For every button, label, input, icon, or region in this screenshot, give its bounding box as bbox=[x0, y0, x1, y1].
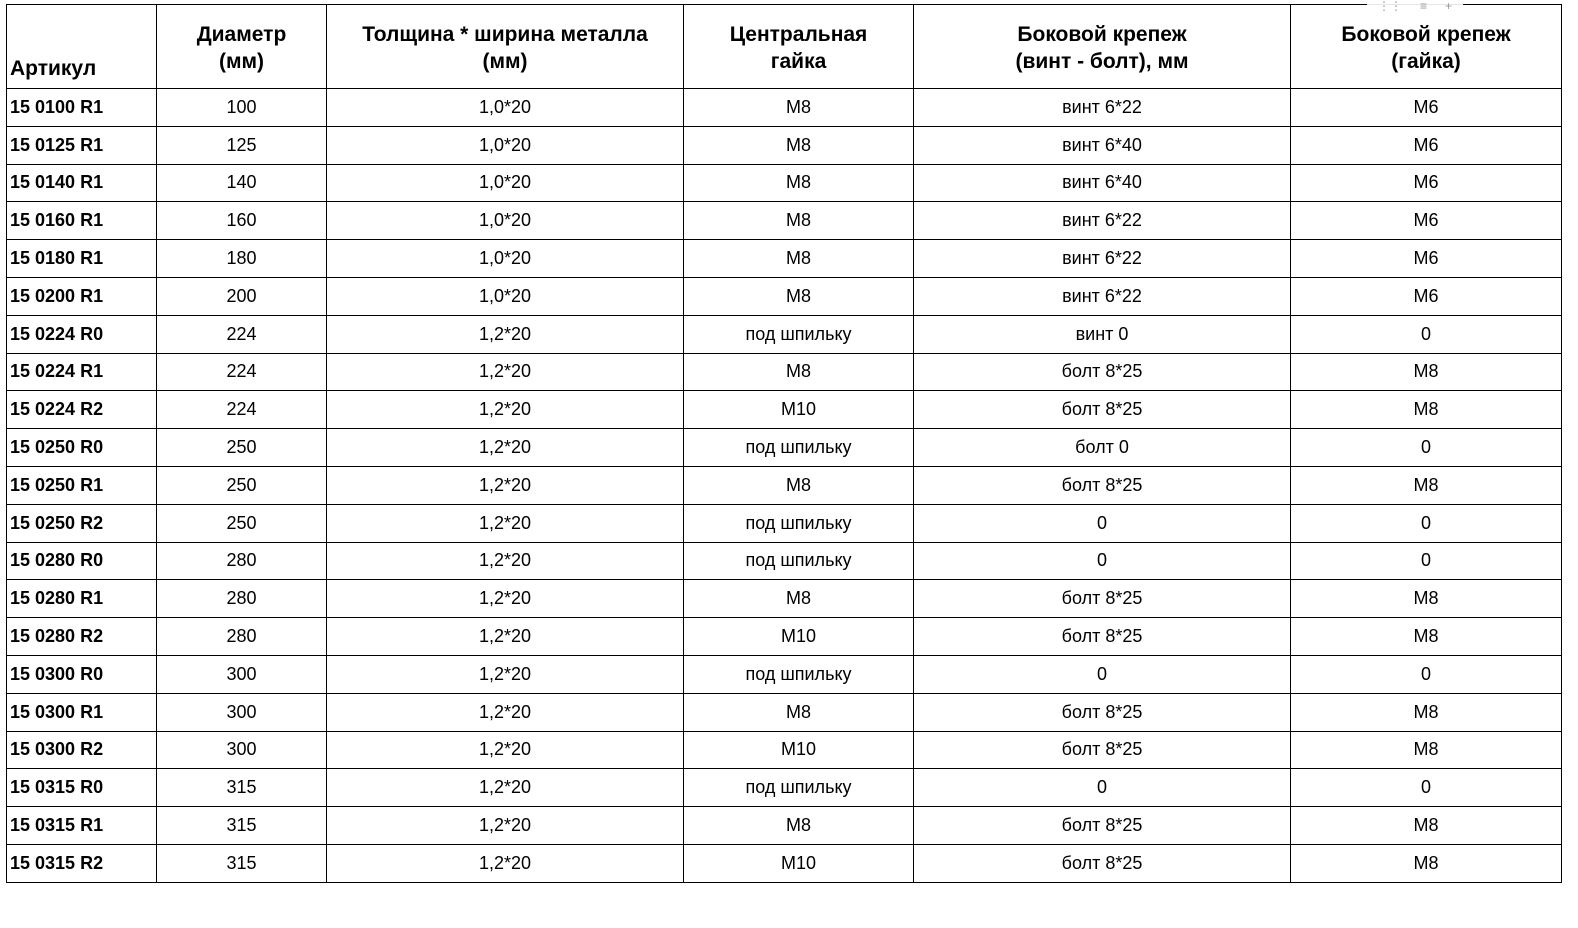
cell-central-nut: M8 bbox=[684, 89, 914, 127]
cell-side-fastener: болт 8*25 bbox=[914, 353, 1291, 391]
cell-side-fastener: винт 6*22 bbox=[914, 277, 1291, 315]
cell-thickness-width: 1,2*20 bbox=[327, 542, 684, 580]
table-row bbox=[7, 844, 1562, 882]
table-row bbox=[7, 277, 1562, 315]
table-row bbox=[7, 391, 1562, 429]
cell-central-nut: под шпильку bbox=[684, 542, 914, 580]
table-row bbox=[7, 769, 1562, 807]
table-row bbox=[7, 164, 1562, 202]
cell-thickness-width: 1,2*20 bbox=[327, 391, 684, 429]
cell-side-nut: M8 bbox=[1291, 844, 1562, 882]
cell-side-nut: M6 bbox=[1291, 240, 1562, 278]
cell-diameter: 250 bbox=[157, 504, 327, 542]
cell-thickness-width: 1,0*20 bbox=[327, 126, 684, 164]
column-toolbar[interactable] bbox=[1367, 0, 1463, 12]
table-row bbox=[7, 89, 1562, 127]
cell-central-nut: M8 bbox=[684, 353, 914, 391]
cell-thickness-width: 1,2*20 bbox=[327, 693, 684, 731]
cell-article: 15 0125 R1 bbox=[7, 126, 157, 164]
cell-side-fastener: винт 6*22 bbox=[914, 240, 1291, 278]
cell-side-nut: M8 bbox=[1291, 466, 1562, 504]
cell-diameter: 224 bbox=[157, 391, 327, 429]
cell-diameter: 315 bbox=[157, 844, 327, 882]
cell-side-fastener: болт 8*25 bbox=[914, 807, 1291, 845]
cell-side-nut: M8 bbox=[1291, 693, 1562, 731]
cell-thickness-width: 1,2*20 bbox=[327, 504, 684, 542]
cell-diameter: 200 bbox=[157, 277, 327, 315]
cell-article: 15 0224 R2 bbox=[7, 391, 157, 429]
table-row bbox=[7, 618, 1562, 656]
cell-diameter: 224 bbox=[157, 315, 327, 353]
table-row bbox=[7, 466, 1562, 504]
cell-thickness-width: 1,2*20 bbox=[327, 769, 684, 807]
header-label: Диаметр bbox=[196, 22, 287, 46]
cell-side-nut: M6 bbox=[1291, 126, 1562, 164]
cell-article: 15 0140 R1 bbox=[7, 164, 157, 202]
cell-thickness-width: 1,0*20 bbox=[327, 277, 684, 315]
cell-side-fastener: 0 bbox=[914, 655, 1291, 693]
table-row bbox=[7, 429, 1562, 467]
cell-thickness-width: 1,2*20 bbox=[327, 731, 684, 769]
cell-thickness-width: 1,2*20 bbox=[327, 429, 684, 467]
cell-diameter: 280 bbox=[157, 580, 327, 618]
cell-side-fastener: винт 6*22 bbox=[914, 89, 1291, 127]
header-side-nut bbox=[1291, 5, 1562, 89]
cell-side-fastener: винт 6*40 bbox=[914, 164, 1291, 202]
cell-article: 15 0100 R1 bbox=[7, 89, 157, 127]
table-header bbox=[7, 5, 1562, 89]
header-central-nut bbox=[684, 5, 914, 89]
header-diameter bbox=[157, 5, 327, 89]
cell-side-nut: 0 bbox=[1291, 542, 1562, 580]
cell-diameter: 300 bbox=[157, 693, 327, 731]
cell-side-fastener: болт 0 bbox=[914, 429, 1291, 467]
cell-side-fastener: болт 8*25 bbox=[914, 580, 1291, 618]
cell-diameter: 315 bbox=[157, 769, 327, 807]
cell-thickness-width: 1,0*20 bbox=[327, 202, 684, 240]
cell-side-fastener: болт 8*25 bbox=[914, 466, 1291, 504]
header-label: Толщина * ширина металла bbox=[362, 22, 648, 46]
cell-diameter: 300 bbox=[157, 655, 327, 693]
cell-side-fastener: винт 0 bbox=[914, 315, 1291, 353]
cell-central-nut: M10 bbox=[684, 391, 914, 429]
cell-thickness-width: 1,2*20 bbox=[327, 655, 684, 693]
header-label: Артикул bbox=[10, 57, 97, 80]
header-label: Боковой крепеж bbox=[1017, 22, 1187, 46]
cell-diameter: 315 bbox=[157, 807, 327, 845]
cell-article: 15 0280 R0 bbox=[7, 542, 157, 580]
cell-side-nut: 0 bbox=[1291, 655, 1562, 693]
cell-thickness-width: 1,0*20 bbox=[327, 240, 684, 278]
cell-article: 15 0280 R2 bbox=[7, 618, 157, 656]
header-thickness-width bbox=[327, 5, 684, 89]
cell-central-nut: M8 bbox=[684, 277, 914, 315]
sort-icon[interactable]: ≡ bbox=[1419, 0, 1427, 13]
drag-handle-icon[interactable]: ⋮⋮ bbox=[1377, 0, 1402, 13]
cell-article: 15 0315 R0 bbox=[7, 769, 157, 807]
cell-central-nut: под шпильку bbox=[684, 504, 914, 542]
header-label: Центральная bbox=[729, 22, 868, 46]
cell-diameter: 300 bbox=[157, 731, 327, 769]
table-row bbox=[7, 240, 1562, 278]
cell-diameter: 180 bbox=[157, 240, 327, 278]
cell-thickness-width: 1,2*20 bbox=[327, 618, 684, 656]
table-row bbox=[7, 542, 1562, 580]
cell-thickness-width: 1,2*20 bbox=[327, 315, 684, 353]
cell-side-fastener: 0 bbox=[914, 769, 1291, 807]
cell-article: 15 0224 R1 bbox=[7, 353, 157, 391]
cell-thickness-width: 1,0*20 bbox=[327, 164, 684, 202]
cell-side-nut: M8 bbox=[1291, 807, 1562, 845]
cell-diameter: 250 bbox=[157, 466, 327, 504]
header-article bbox=[7, 5, 157, 89]
cell-article: 15 0300 R1 bbox=[7, 693, 157, 731]
cell-side-nut: M6 bbox=[1291, 164, 1562, 202]
cell-side-nut: M8 bbox=[1291, 618, 1562, 656]
add-icon[interactable]: + bbox=[1445, 0, 1453, 13]
table-row bbox=[7, 504, 1562, 542]
cell-diameter: 280 bbox=[157, 542, 327, 580]
cell-side-nut: M8 bbox=[1291, 353, 1562, 391]
cell-diameter: 280 bbox=[157, 618, 327, 656]
table-row bbox=[7, 315, 1562, 353]
cell-side-nut: 0 bbox=[1291, 315, 1562, 353]
cell-side-nut: 0 bbox=[1291, 429, 1562, 467]
cell-diameter: 100 bbox=[157, 89, 327, 127]
cell-central-nut: под шпильку bbox=[684, 655, 914, 693]
header-row bbox=[7, 5, 1562, 89]
cell-article: 15 0160 R1 bbox=[7, 202, 157, 240]
cell-side-fastener: болт 8*25 bbox=[914, 391, 1291, 429]
cell-side-nut: M6 bbox=[1291, 89, 1562, 127]
cell-article: 15 0280 R1 bbox=[7, 580, 157, 618]
cell-side-nut: 0 bbox=[1291, 504, 1562, 542]
cell-article: 15 0300 R2 bbox=[7, 731, 157, 769]
cell-side-fastener: болт 8*25 bbox=[914, 618, 1291, 656]
header-label: (гайка) bbox=[1391, 49, 1461, 73]
table-row bbox=[7, 693, 1562, 731]
cell-thickness-width: 1,2*20 bbox=[327, 580, 684, 618]
cell-article: 15 0250 R2 bbox=[7, 504, 157, 542]
cell-diameter: 224 bbox=[157, 353, 327, 391]
table-row bbox=[7, 655, 1562, 693]
cell-side-fastener: болт 8*25 bbox=[914, 693, 1291, 731]
cell-central-nut: под шпильку bbox=[684, 315, 914, 353]
cell-central-nut: M8 bbox=[684, 126, 914, 164]
table-row bbox=[7, 126, 1562, 164]
header-label: гайка bbox=[770, 49, 827, 73]
spec-table-container bbox=[6, 4, 1562, 883]
table-body bbox=[7, 89, 1562, 883]
header-label: (мм) bbox=[482, 49, 528, 73]
cell-article: 15 0200 R1 bbox=[7, 277, 157, 315]
cell-thickness-width: 1,2*20 bbox=[327, 807, 684, 845]
header-label: Боковой крепеж bbox=[1341, 22, 1511, 46]
cell-central-nut: M10 bbox=[684, 844, 914, 882]
cell-side-nut: 0 bbox=[1291, 769, 1562, 807]
cell-central-nut: M10 bbox=[684, 731, 914, 769]
cell-article: 15 0315 R2 bbox=[7, 844, 157, 882]
table-row bbox=[7, 353, 1562, 391]
cell-thickness-width: 1,2*20 bbox=[327, 844, 684, 882]
cell-article: 15 0224 R0 bbox=[7, 315, 157, 353]
cell-thickness-width: 1,2*20 bbox=[327, 353, 684, 391]
header-side-fastener bbox=[914, 5, 1291, 89]
cell-side-fastener: 0 bbox=[914, 504, 1291, 542]
cell-central-nut: M8 bbox=[684, 693, 914, 731]
header-label: (винт - болт), мм bbox=[1015, 49, 1189, 73]
cell-side-fastener: 0 bbox=[914, 542, 1291, 580]
spec-table bbox=[6, 4, 1562, 883]
cell-diameter: 125 bbox=[157, 126, 327, 164]
cell-central-nut: M8 bbox=[684, 240, 914, 278]
cell-side-fastener: болт 8*25 bbox=[914, 731, 1291, 769]
cell-central-nut: M8 bbox=[684, 466, 914, 504]
cell-central-nut: M10 bbox=[684, 618, 914, 656]
cell-side-nut: M6 bbox=[1291, 277, 1562, 315]
cell-central-nut: M8 bbox=[684, 202, 914, 240]
cell-side-fastener: винт 6*22 bbox=[914, 202, 1291, 240]
cell-side-fastener: винт 6*40 bbox=[914, 126, 1291, 164]
cell-central-nut: M8 bbox=[684, 164, 914, 202]
header-label: (мм) bbox=[218, 49, 265, 73]
cell-article: 15 0250 R1 bbox=[7, 466, 157, 504]
cell-thickness-width: 1,2*20 bbox=[327, 466, 684, 504]
cell-side-nut: M8 bbox=[1291, 731, 1562, 769]
cell-diameter: 160 bbox=[157, 202, 327, 240]
cell-article: 15 0315 R1 bbox=[7, 807, 157, 845]
cell-article: 15 0300 R0 bbox=[7, 655, 157, 693]
table-row bbox=[7, 731, 1562, 769]
cell-diameter: 250 bbox=[157, 429, 327, 467]
cell-diameter: 140 bbox=[157, 164, 327, 202]
table-row bbox=[7, 202, 1562, 240]
cell-article: 15 0250 R0 bbox=[7, 429, 157, 467]
cell-central-nut: M8 bbox=[684, 807, 914, 845]
cell-side-nut: M6 bbox=[1291, 202, 1562, 240]
cell-side-nut: M8 bbox=[1291, 391, 1562, 429]
cell-article: 15 0180 R1 bbox=[7, 240, 157, 278]
cell-central-nut: M8 bbox=[684, 580, 914, 618]
cell-side-fastener: болт 8*25 bbox=[914, 844, 1291, 882]
cell-thickness-width: 1,0*20 bbox=[327, 89, 684, 127]
cell-central-nut: под шпильку bbox=[684, 429, 914, 467]
table-row bbox=[7, 807, 1562, 845]
table-row bbox=[7, 580, 1562, 618]
cell-side-nut: M8 bbox=[1291, 580, 1562, 618]
cell-central-nut: под шпильку bbox=[684, 769, 914, 807]
